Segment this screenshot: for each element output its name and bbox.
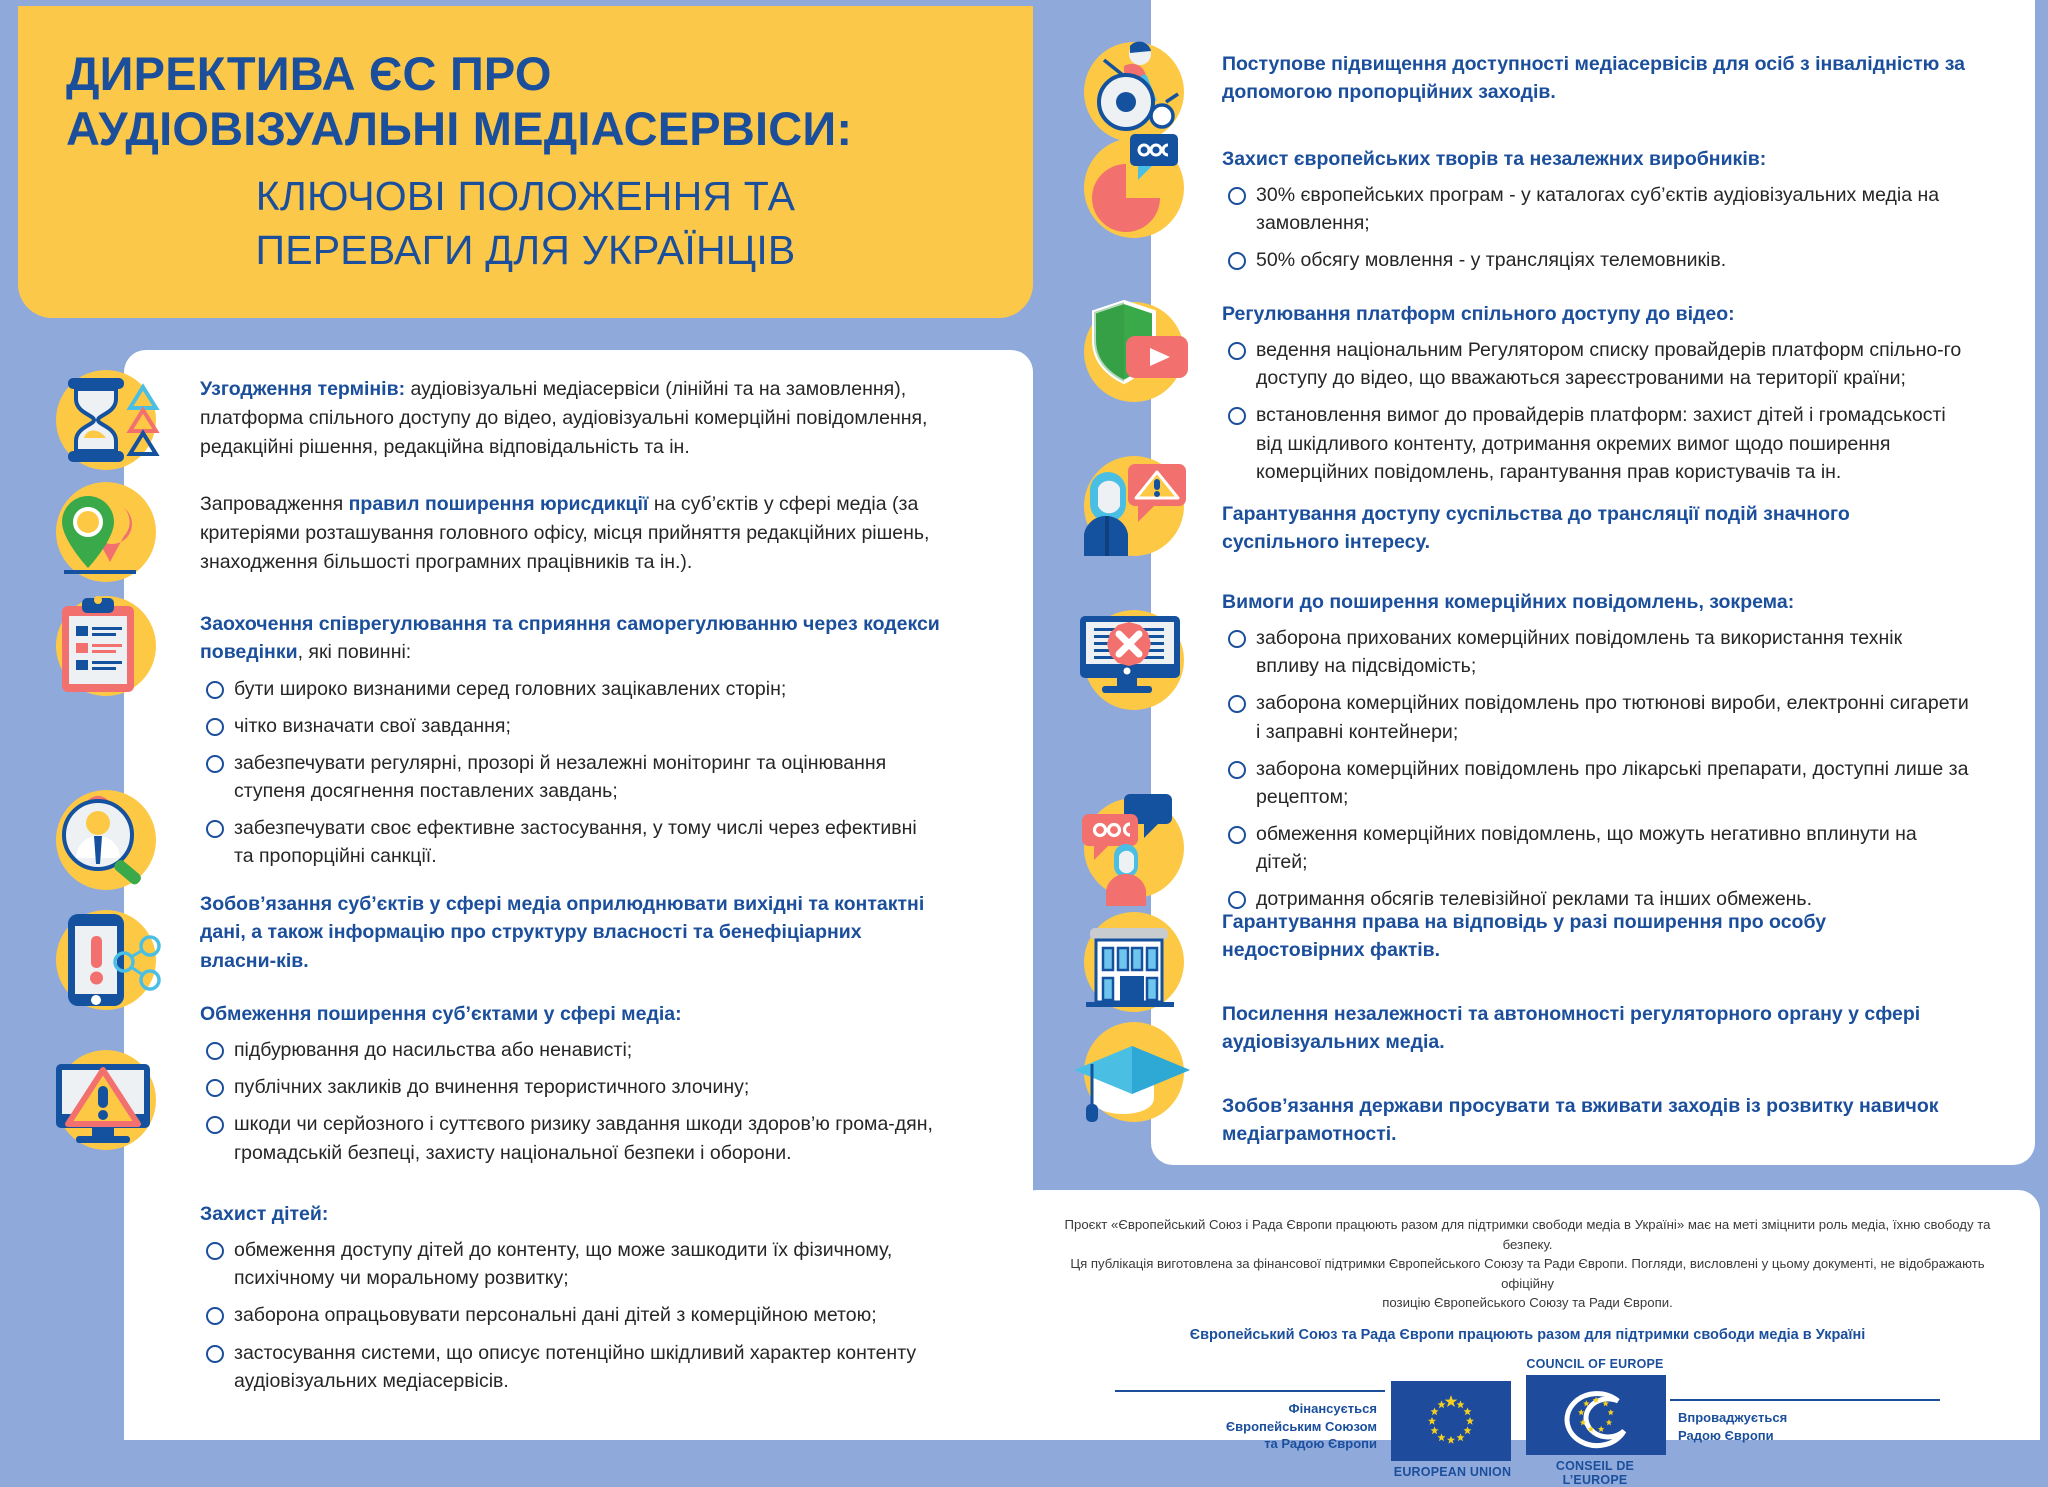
left-transparency-heading: Зобов’язання суб’єктів у сфері медіа оприлюднювати вихідні та контактні дані, а також інформацію про структуру власності та бенефіціарних власни-ків. [200,893,925,972]
list-item: заборона опрацьовувати персональні дані дітей з комерційною метою; [200,1301,940,1329]
left-section-terms-lead: Узгодження термінів: [200,378,406,400]
coe-caption-line1: Впроваджується [1678,1410,1788,1426]
right-section-commercial [1222,588,1970,913]
list-item: забезпечувати своє ефективне застосування, у тому числі через ефективні та пропорційні санкції. [200,814,940,870]
graduation-cap-icon [1074,1012,1194,1132]
left-coreg-heading [200,610,940,667]
map-pins-icon [46,472,166,592]
phone-alert-network-icon [46,900,166,1020]
list-item: шкоди чи серйозного і суттєвого ризику завдання шкоди здоров’ю грома-дян, громадській безпеці, захисту національної безпеки і оборони. [200,1110,940,1166]
list-item: 50% обсягу мовлення - у трансляціях телемовників. [1222,246,1970,274]
footer-strapline: Європейський Союз та Рада Європи працюють разом для підтримки свободи медіа в Україні [1189,1326,1866,1343]
shield-play-icon [1074,292,1194,412]
left-child-bullets [200,1236,940,1394]
eu-funding-caption [1115,1400,1385,1453]
list-item: ведення національним Регулятором списку провайдерів платформ спільно-го доступу до відео, що вважаються зареєстрованими на території країни; [1222,336,1970,392]
right-commercial-heading: Вимоги до поширення комерційних повідомлень, зокрема: [1222,591,1795,613]
eu-flag-label: EUROPEAN UNION [1393,1465,1512,1480]
right-regulator-heading: Посилення незалежності та автономності регуляторного органу у сфері аудіовізуальних медіа. [1222,1003,1921,1054]
list-item: встановлення вимог до провайдерів платформ: захист дітей і громадськості від шкідливого контенту, дотримання окремих вимог щодо поширення комерційних повідомлень, гарантування прав користувачів та ін. [1222,401,1970,485]
right-section-media-literacy [1222,1092,1970,1149]
list-item: заборона прихованих комерційних повідомлень та використання технік впливу на підсвідомість; [1222,624,1970,680]
right-works-heading: Захист європейських творів та незалежних виробників: [1222,148,1767,170]
coe-bottom-label: CONSEIL DE L’EUROPE [1555,1458,1635,1487]
list-item: заборона комерційних повідомлень про лікарські препарати, доступні лише за рецептом; [1222,755,1970,811]
person-magnifier-icon [46,780,166,900]
eu-flag-icon [1391,1381,1511,1461]
person-warning-bubble-icon [1074,446,1194,566]
hourglass-triangles-icon [46,360,166,480]
footer-logos [1045,1357,2010,1487]
eu-caption-line3: та Радою Європи [1264,1436,1377,1452]
monitor-blocked-ad-icon [1074,600,1194,720]
eu-caption-line1: Фінансується [1288,1401,1377,1417]
right-section-right-of-reply [1222,908,1970,965]
footer-disclaimer-line3: позицію Європейського Союзу та Ради Європи. [1382,1295,1673,1311]
left-restrictions-heading: Обмеження поширення суб’єктами у сфері медіа: [200,1003,682,1025]
right-section-regulator [1222,1000,1970,1057]
eu-caption-line2: Європейським Союзом [1225,1418,1377,1434]
coe-implementing-caption [1670,1409,1940,1444]
page-title-line1: ДИРЕКТИВА ЄС ПРО [66,47,552,100]
footer-disclaimer-line2: Ця публікація виготовлена за фінансової підтримки Європейського Союзу та Ради Європи. Погляди, висловлені у цьому документі, не відображають офіційну [1070,1256,1985,1291]
left-section-terms-text [200,375,940,462]
coe-caption-line2: Радою Європи [1678,1427,1774,1443]
eu-flag-logo [1385,1364,1520,1479]
list-item: дотримання обсягів телевізійної реклами та інших обмежень. [1222,885,1970,913]
right-section-accessibility [1222,50,1970,107]
page-title-line4: ПЕРЕВАГИ ДЛЯ УКРАЇНЦІВ [255,226,796,273]
institution-building-icon [1074,902,1194,1022]
right-vsp-heading: Регулювання платформ спільного доступу до відео: [1222,303,1735,325]
right-commercial-bullets [1222,624,1970,913]
person-speech-bubbles-icon [1074,788,1194,908]
list-item: бути широко визнаними серед головних зацікавлених сторін; [200,675,940,703]
left-coreg-bullets [200,675,940,870]
eu-caption-rule [1115,1390,1385,1392]
eu-funding-caption-block [1115,1390,1385,1453]
left-restrictions-bullets [200,1036,940,1166]
page-title-card [18,6,1033,318]
left-coreg-heading-rest: , які повинні: [297,641,412,664]
left-section-transparency [200,890,940,975]
list-item: забезпечувати регулярні, прозорі й незалежні моніторинг та оцінювання ступеня досягнення поставлених завдань; [200,749,940,805]
pie-chart-comment-icon [1074,128,1194,248]
left-section-child-protection [200,1200,940,1395]
footer-disclaimer-line1: Проєкт «Європейський Союз і Рада Європи працюють разом для підтримки свободи медіа в Україні» має на меті зміцнити роль медіа, їхню свободу та безпеку. [1064,1217,1991,1252]
monitor-warning-icon [46,1040,166,1160]
left-child-heading: Захист дітей: [200,1203,329,1225]
right-section-vsp [1222,300,1970,486]
right-section-major-events [1222,500,1970,557]
coe-implementing-caption-block [1670,1399,1940,1444]
page-title-line3: КЛЮЧОВІ ПОЛОЖЕННЯ ТА [255,172,796,219]
coe-logo [1520,1357,1670,1487]
list-item: підбурювання до насильства або ненависті; [200,1036,940,1064]
left-section-jurisdiction [200,490,940,577]
coe-caption-rule [1670,1399,1940,1401]
coe-emblem-icon [1526,1375,1666,1455]
left-section-terms-body: аудіовізуальні медіасервіси (лінійні та на замовлення), платформа спільного доступу до відео, аудіовізуальні комерційні повідомлення, редакційні рішення, редакційна відповідальність та ін. [200,378,928,458]
right-accessibility-heading: Поступове підвищення доступності медіасервісів для осіб з інвалідністю за допомогою пропорційних заходів. [1222,53,1966,104]
list-item: чітко визначати свої завдання; [200,712,940,740]
clipboard-checklist-icon [46,586,166,706]
left-section-coregulation [200,610,940,870]
left-section-restrictions [200,1000,940,1167]
right-vsp-bullets [1222,336,1970,485]
list-item: обмеження доступу дітей до контенту, що може зашкодити їх фізичному, психічному чи моральному розвитку; [200,1236,940,1292]
left-coreg-heading-bold: Заохочення співрегулювання та сприяння саморегулюванню через кодекси поведінки [200,613,940,664]
footer-content [1045,1215,2010,1487]
right-section-european-works [1222,145,1970,275]
right-reply-heading: Гарантування права на відповідь у разі поширення про особу недостовірних фактів. [1222,911,1827,962]
list-item: 30% європейських програм - у каталогах суб’єктів аудіовізуальних медіа на замовлення; [1222,181,1970,237]
left-jur-bold: правил поширення юрисдикції [348,493,649,515]
left-section-terms [200,375,940,462]
list-item: заборона комерційних повідомлень про тютюнові вироби, електронні сигарети і заправні контейнери; [1222,689,1970,745]
right-works-bullets [1222,181,1970,274]
list-item: публічних закликів до вчинення терористичного злочину; [200,1073,940,1101]
left-jur-pre: Запровадження [200,493,349,515]
right-literacy-heading: Зобов’язання держави просувати та вживати заходів із розвитку навичок медіаграмотності. [1222,1095,1939,1146]
list-item: застосування системи, що описує потенційно шкідливий характер контенту аудіовізуальних медіасервісів. [200,1339,940,1395]
coe-top-label: COUNCIL OF EUROPE [1526,1356,1664,1371]
page-title-line2: АУДІОВІЗУАЛЬНІ МЕДІАСЕРВІСИ: [66,102,853,156]
left-jur-post: на суб’єктів у сфері медіа (за критеріями розташування головного офісу, місця прийняття редакційних рішень, знаходження більшості програмних працівників та ін.). [200,493,930,573]
right-events-heading: Гарантування доступу суспільства до трансляції подій значного суспільного інтересу. [1222,503,1850,554]
left-section-jurisdiction-text [200,490,940,577]
list-item: обмеження комерційних повідомлень, що можуть негативно вплинути на дітей; [1222,820,1970,876]
